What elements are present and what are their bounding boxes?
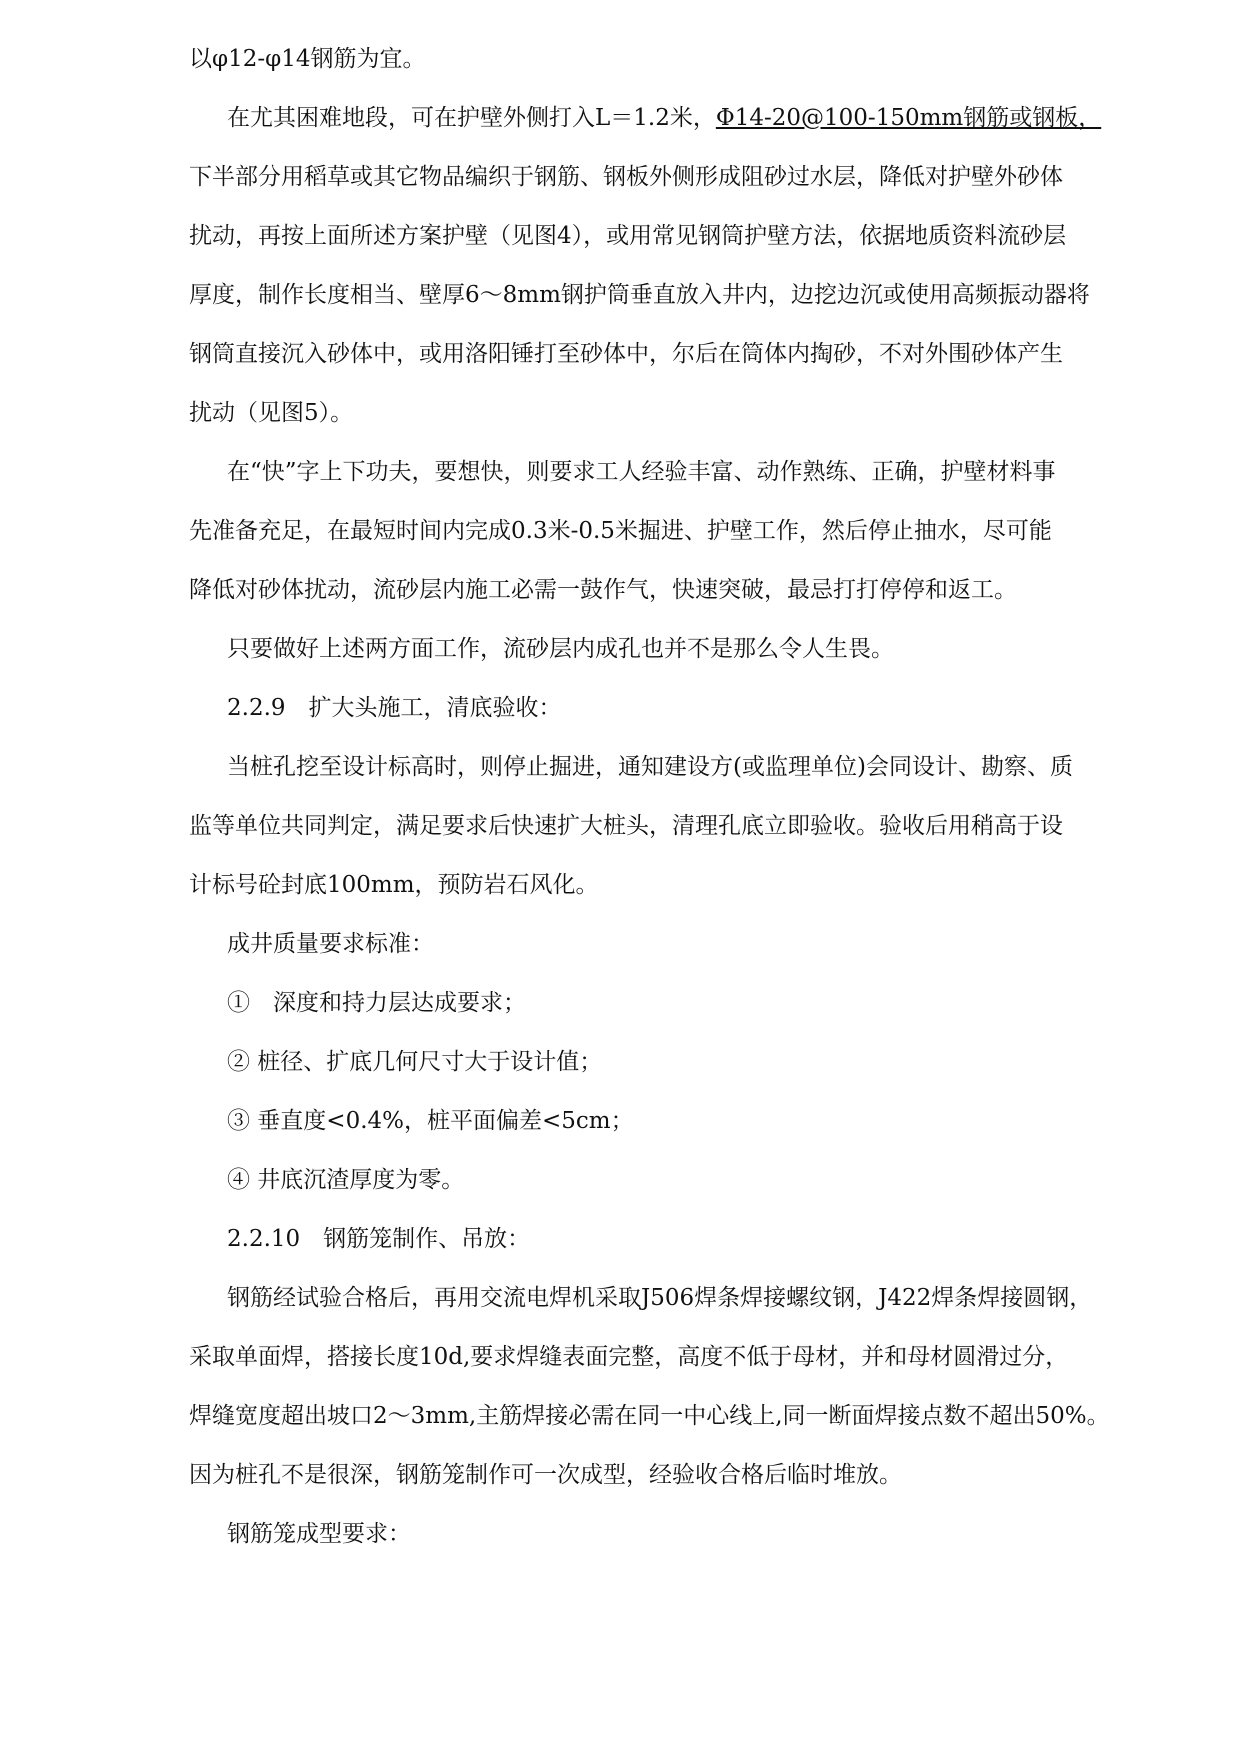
text-line-17: 焊缝宽度超出坡口2～3mm,主筋焊接必需在同一中心线上,同一断面焊接点数不超出50%。 xyxy=(189,1403,1110,1429)
text-line-15: 钢筋经试验合格后，再用交流电焊机采取J506焊条焊接螺纹钢，J422焊条焊接圆钢， xyxy=(227,1285,1093,1311)
text-line-18: 因为桩孔不是很深，钢筋笼制作可一次成型，经验收合格后临时堆放。 xyxy=(189,1462,902,1488)
text-line-7: 扰动（见图5）。 xyxy=(189,400,354,426)
text-line-2 xyxy=(189,89,1154,148)
text-line-2-part-1: 在尤其困难地段，可在护壁外侧打入L＝1.2米， xyxy=(227,105,716,131)
list-item-1: ① 深度和持力层达成要求； xyxy=(227,990,526,1016)
list-item-2: ② 桩径、扩底几何尺寸大于设计值； xyxy=(227,1049,603,1075)
text-line-9: 先准备充足，在最短时间内完成0.3米-0.5米掘进、护壁工作，然后停止抽水，尽可能 xyxy=(189,518,1052,544)
section-heading-2-2-9: 2.2.9 扩大头施工，清底验收： xyxy=(227,695,562,721)
text-line-10: 降低对砂体扰动，流砂层内施工必需一鼓作气，快速突破，最忌打打停停和返工。 xyxy=(189,577,1017,603)
text-line-16: 采取单面焊，搭接长度10d,要求焊缝表面完整，高度不低于母材，并和母材圆滑过分， xyxy=(189,1344,1069,1370)
text-line-14: 计标号砼封底100mm，预防岩石风化。 xyxy=(189,872,599,898)
text-line-8: 在“快”字上下功夫，要想快，则要求工人经验丰富、动作熟练、正确，护壁材料事 xyxy=(227,459,1056,485)
text-line-6: 钢筒直接沉入砂体中，或用洛阳锤打至砂体中，尔后在筒体内掏砂，不对外围砂体产生 xyxy=(189,341,1063,367)
document-body xyxy=(189,30,1154,1564)
section-heading-2-2-10: 2.2.10 钢筋笼制作、吊放： xyxy=(227,1226,531,1252)
text-line-3: 下半部分用稻草或其它物品编织于钢筋、钢板外侧形成阻砂过水层，降低对护壁外砂体 xyxy=(189,164,1063,190)
rebar-spec-underlined: Φ14-20@100-150mm钢筋或钢板， xyxy=(715,105,1102,131)
text-line-13: 监等单位共同判定，满足要求后快速扩大桩头，清理孔底立即验收。验收后用稍高于设 xyxy=(189,813,1063,839)
text-line-12: 当桩孔挖至设计标高时，则停止掘进，通知建设方(或监理单位)会同设计、勘察、质 xyxy=(227,754,1073,780)
cage-forming-heading: 钢筋笼成型要求： xyxy=(227,1521,411,1547)
list-item-3: ③ 垂直度<0.4%，桩平面偏差<5cm； xyxy=(227,1108,634,1134)
text-line-4: 扰动，再按上面所述方案护壁（见图4），或用常见钢筒护壁方法，依据地质资料流砂层 xyxy=(189,223,1067,249)
list-item-4: ④ 井底沉渣厚度为零。 xyxy=(227,1167,465,1193)
text-line-5: 厚度，制作长度相当、壁厚6～8mm钢护筒垂直放入井内，边挖边沉或使用高频振动器将 xyxy=(189,282,1090,308)
text-line-1: 以φ12-φ14钢筋为宜。 xyxy=(189,46,426,72)
text-line-11: 只要做好上述两方面工作，流砂层内成孔也并不是那么令人生畏。 xyxy=(227,636,894,662)
quality-standard-heading: 成井质量要求标准： xyxy=(227,931,434,957)
